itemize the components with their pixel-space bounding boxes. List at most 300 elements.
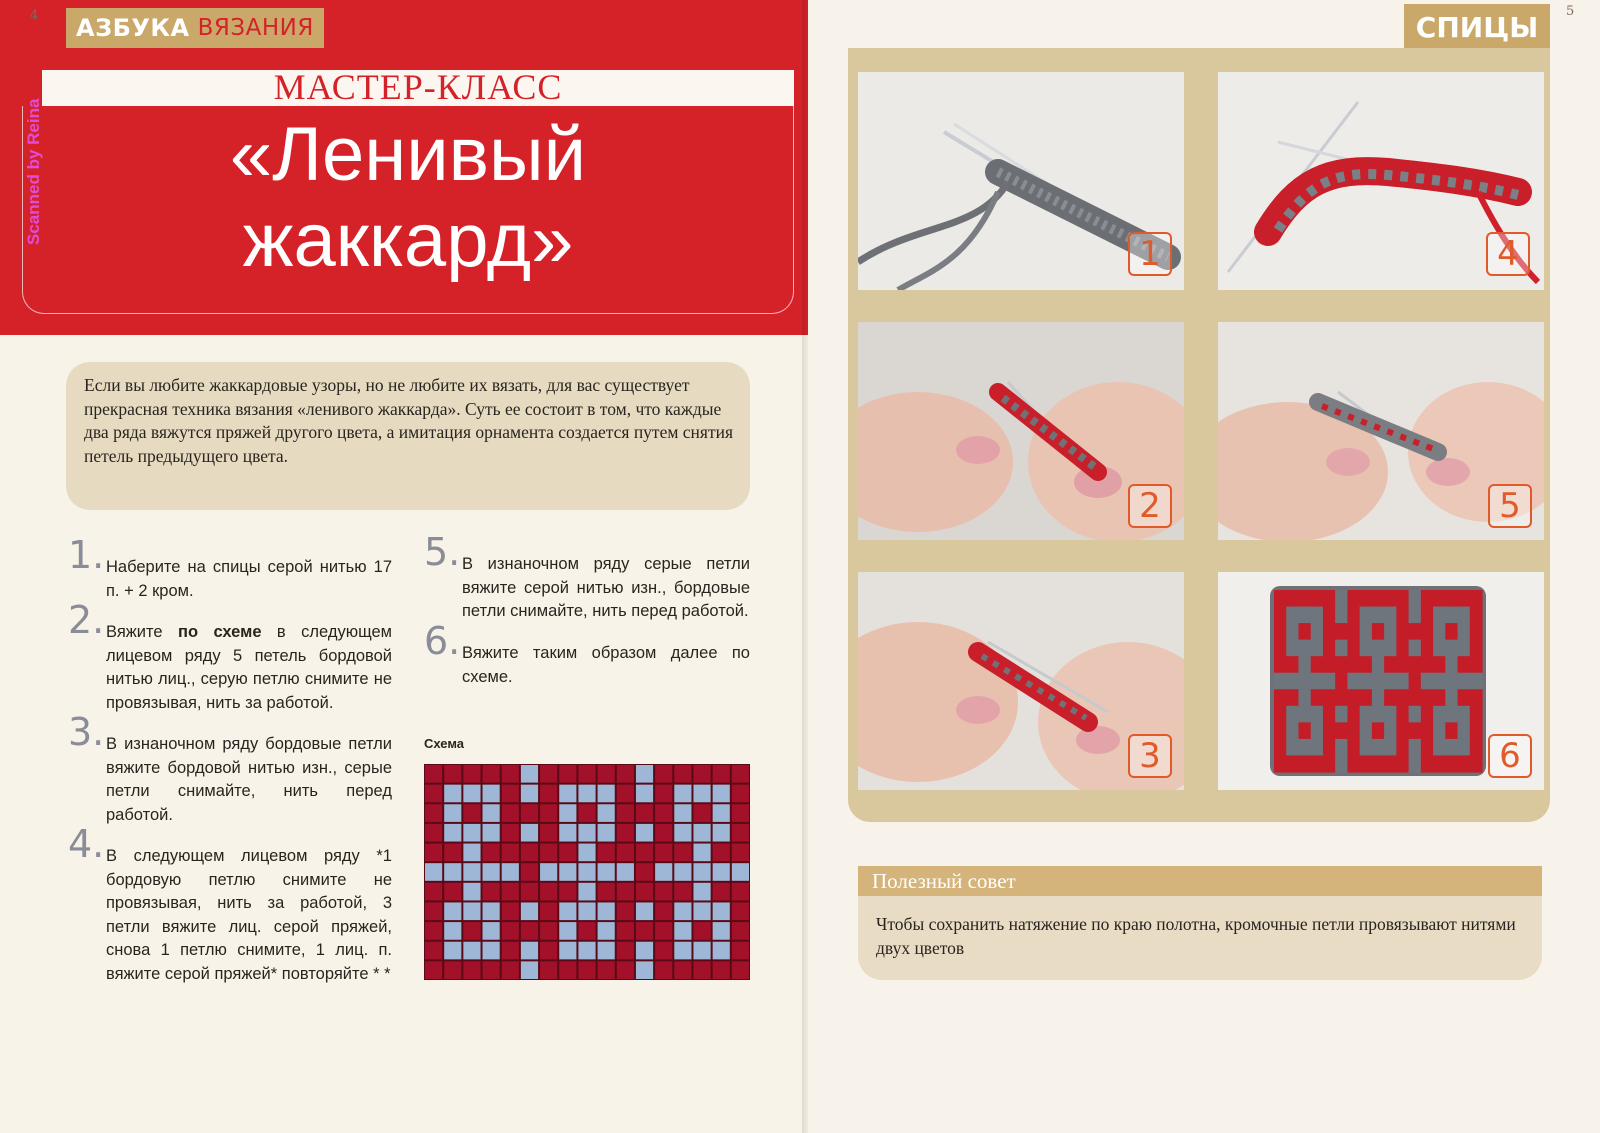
swatch-stitch xyxy=(1286,656,1299,673)
swatch-stitch xyxy=(1347,739,1360,756)
chart-cell xyxy=(559,863,576,881)
swatch-stitch xyxy=(1360,623,1373,640)
swatch-stitch xyxy=(1286,755,1299,772)
chart-cell xyxy=(732,804,749,822)
swatch-stitch xyxy=(1323,689,1336,706)
step-6 xyxy=(424,619,750,689)
swatch-stitch xyxy=(1433,689,1446,706)
chart-cell xyxy=(713,785,730,803)
chart-cell xyxy=(598,844,615,862)
photo-label: 1 xyxy=(1128,232,1172,276)
chart-cell xyxy=(502,863,519,881)
swatch-stitch xyxy=(1311,640,1324,657)
swatch-stitch xyxy=(1286,722,1299,739)
swatch-stitch xyxy=(1470,640,1483,657)
step-5 xyxy=(424,530,750,624)
step-number: 1. xyxy=(68,533,105,577)
chart-cell xyxy=(655,883,672,901)
swatch-stitch xyxy=(1347,590,1360,607)
swatch-stitch xyxy=(1274,623,1287,640)
swatch-stitch xyxy=(1396,590,1409,607)
chart-cell xyxy=(674,942,691,960)
chart-cell xyxy=(693,824,710,842)
chart-cell xyxy=(540,961,557,979)
swatch-stitch xyxy=(1421,623,1434,640)
chart-cell xyxy=(444,883,461,901)
chart-cell xyxy=(617,765,634,783)
swatch-stitch xyxy=(1409,640,1422,657)
swatch-stitch xyxy=(1298,689,1311,706)
swatch-stitch xyxy=(1360,656,1373,673)
swatch-stitch xyxy=(1311,722,1324,739)
swatch-stitch xyxy=(1360,706,1373,723)
tip-title: Полезный совет xyxy=(858,866,1542,896)
chart-cell xyxy=(521,942,538,960)
step-number: 2. xyxy=(68,598,105,642)
swatch-stitch xyxy=(1286,739,1299,756)
swatch-stitch xyxy=(1298,706,1311,723)
chart-cell xyxy=(655,902,672,920)
swatch-stitch xyxy=(1421,755,1434,772)
chart-cell xyxy=(655,765,672,783)
chart-cell xyxy=(578,824,595,842)
chart-cell xyxy=(693,863,710,881)
chart-cell xyxy=(598,785,615,803)
swatch-stitch xyxy=(1311,623,1324,640)
swatch-stitch xyxy=(1323,623,1336,640)
swatch-stitch xyxy=(1347,689,1360,706)
photo-step-4 xyxy=(1218,72,1544,290)
photo-label: 6 xyxy=(1488,734,1532,778)
swatch-stitch xyxy=(1445,673,1458,690)
swatch-stitch xyxy=(1323,755,1336,772)
swatch-stitch xyxy=(1409,656,1422,673)
chart-cell xyxy=(463,883,480,901)
swatch-stitch xyxy=(1311,739,1324,756)
step-3 xyxy=(68,710,392,827)
swatch-stitch xyxy=(1360,607,1373,624)
chart-cell xyxy=(540,785,557,803)
swatch-stitch xyxy=(1458,673,1471,690)
swatch-stitch xyxy=(1274,673,1287,690)
chart-cell xyxy=(502,765,519,783)
photo-step-1 xyxy=(858,72,1184,290)
chart-cell xyxy=(502,961,519,979)
swatch-stitch xyxy=(1409,755,1422,772)
chart-cell xyxy=(483,824,500,842)
swatch-stitch xyxy=(1360,739,1373,756)
chart-cell xyxy=(483,942,500,960)
swatch-stitch xyxy=(1298,722,1311,739)
chart-cell xyxy=(636,863,653,881)
chart-cell xyxy=(559,824,576,842)
swatch-stitch xyxy=(1421,607,1434,624)
chart-cell xyxy=(559,785,576,803)
chart-cell xyxy=(598,863,615,881)
swatch-stitch xyxy=(1274,590,1287,607)
swatch-stitch xyxy=(1274,656,1287,673)
chart-cell xyxy=(732,902,749,920)
chart-cell xyxy=(425,902,442,920)
chart-cell xyxy=(425,824,442,842)
swatch-stitch xyxy=(1274,640,1287,657)
swatch-stitch xyxy=(1347,673,1360,690)
chart-cell xyxy=(540,922,557,940)
swatch-stitch xyxy=(1409,739,1422,756)
chart-cell xyxy=(655,804,672,822)
chart-cell xyxy=(502,824,519,842)
chart-cell xyxy=(521,922,538,940)
swatch-stitch xyxy=(1286,706,1299,723)
chart-cell xyxy=(674,902,691,920)
chart-cell xyxy=(521,765,538,783)
swatch-stitch xyxy=(1421,739,1434,756)
chart-cell xyxy=(693,942,710,960)
chart-cell xyxy=(444,942,461,960)
chart-cell xyxy=(502,844,519,862)
chart-cell xyxy=(540,824,557,842)
chart-cell xyxy=(502,942,519,960)
swatch-stitch xyxy=(1470,623,1483,640)
chart-cell xyxy=(617,804,634,822)
chart-cell xyxy=(502,902,519,920)
swatch-stitch xyxy=(1445,623,1458,640)
chart-cell xyxy=(674,785,691,803)
knitting-chart xyxy=(424,764,750,980)
chart-cell xyxy=(483,902,500,920)
chart-cell xyxy=(617,863,634,881)
intro-box: Если вы любите жаккардовые узоры, но не любите их вязать, для вас существует прекрасная техника вязания «ленивого жаккарда». Суть ее состоит в том, что каждые два ряда вяжутся пряжей другого цвета, а имитация орнамента создается путем снятия петель предыдущего цвета. xyxy=(66,362,750,510)
swatch-stitch xyxy=(1274,722,1287,739)
chart-cell xyxy=(578,765,595,783)
chart-cell xyxy=(521,824,538,842)
chart-cell xyxy=(617,785,634,803)
swatch-stitch xyxy=(1335,739,1348,756)
swatch-stitch xyxy=(1396,689,1409,706)
swatch-stitch xyxy=(1286,673,1299,690)
chart-cell xyxy=(636,883,653,901)
chart-cell xyxy=(502,883,519,901)
swatch-stitch xyxy=(1396,607,1409,624)
swatch-stitch xyxy=(1372,755,1385,772)
swatch-stitch xyxy=(1445,607,1458,624)
chart-cell xyxy=(463,824,480,842)
photo-step-3 xyxy=(858,572,1184,790)
chart-cell xyxy=(578,804,595,822)
chart-cell xyxy=(578,902,595,920)
swatch-stitch xyxy=(1298,590,1311,607)
swatch-stitch xyxy=(1384,739,1397,756)
chart-cell xyxy=(483,765,500,783)
photo-label: 5 xyxy=(1488,484,1532,528)
chart-cell xyxy=(483,804,500,822)
swatch-stitch xyxy=(1421,706,1434,723)
swatch-stitch xyxy=(1311,706,1324,723)
swatch-stitch xyxy=(1384,590,1397,607)
chart-cell xyxy=(444,863,461,881)
step-2 xyxy=(68,598,392,715)
chart-cell xyxy=(636,765,653,783)
photo-step-5 xyxy=(1218,322,1544,540)
chart-cell xyxy=(521,844,538,862)
swatch-stitch xyxy=(1458,607,1471,624)
chart-cell xyxy=(655,961,672,979)
swatch-stitch xyxy=(1372,739,1385,756)
swatch-stitch xyxy=(1433,673,1446,690)
swatch-stitch xyxy=(1298,656,1311,673)
chart-cell xyxy=(463,922,480,940)
swatch-stitch xyxy=(1335,722,1348,739)
swatch-stitch xyxy=(1396,706,1409,723)
chart-cell xyxy=(655,785,672,803)
swatch-stitch xyxy=(1347,607,1360,624)
chart-cell xyxy=(559,902,576,920)
chart-cell xyxy=(674,922,691,940)
chart-cell xyxy=(674,844,691,862)
swatch-stitch xyxy=(1311,755,1324,772)
swatch-stitch xyxy=(1409,673,1422,690)
chart-cell xyxy=(463,942,480,960)
swatch-stitch xyxy=(1384,640,1397,657)
chart-cell xyxy=(636,844,653,862)
chart-cell xyxy=(674,804,691,822)
title-line-1: «Ленивый xyxy=(229,112,587,197)
chart-cell xyxy=(693,883,710,901)
chart-cell xyxy=(444,922,461,940)
swatch-stitch xyxy=(1384,656,1397,673)
chart-cell xyxy=(578,961,595,979)
step-text-bold: по схеме xyxy=(177,623,262,641)
swatch-stitch xyxy=(1384,607,1397,624)
swatch-stitch xyxy=(1274,755,1287,772)
swatch-stitch xyxy=(1384,673,1397,690)
chart-cell xyxy=(444,785,461,803)
chart-cell xyxy=(483,785,500,803)
chart-cell xyxy=(559,883,576,901)
chart-cell xyxy=(693,922,710,940)
section-tab-word1: АЗБУКА xyxy=(76,14,190,42)
chart-cell xyxy=(598,824,615,842)
chart-cell xyxy=(693,902,710,920)
chart-cell xyxy=(540,942,557,960)
swatch-stitch xyxy=(1274,706,1287,723)
chart-cell xyxy=(732,785,749,803)
step-text: Вяжите xyxy=(106,623,178,641)
chart-cell xyxy=(693,785,710,803)
chart-cell xyxy=(444,902,461,920)
swatch-stitch xyxy=(1323,590,1336,607)
swatch-stitch xyxy=(1360,755,1373,772)
chart-cell xyxy=(425,961,442,979)
chart-cell xyxy=(598,765,615,783)
chart-cell xyxy=(521,883,538,901)
chart-cell xyxy=(713,765,730,783)
chart-cell xyxy=(732,765,749,783)
chart-cell xyxy=(425,804,442,822)
chart-cell xyxy=(617,942,634,960)
section-tab-left xyxy=(66,8,324,48)
swatch-stitch xyxy=(1445,722,1458,739)
swatch-stitch xyxy=(1458,722,1471,739)
chart-cell xyxy=(425,863,442,881)
chart-cell xyxy=(598,961,615,979)
swatch-stitch xyxy=(1335,706,1348,723)
step-4 xyxy=(68,822,392,986)
swatch-stitch xyxy=(1384,755,1397,772)
swatch-stitch xyxy=(1323,722,1336,739)
step-number: 4. xyxy=(68,822,105,866)
swatch-stitch xyxy=(1421,640,1434,657)
chart-cell xyxy=(655,863,672,881)
swatch-stitch xyxy=(1458,590,1471,607)
swatch-stitch xyxy=(1372,590,1385,607)
swatch-stitch xyxy=(1347,755,1360,772)
chart-cell xyxy=(598,804,615,822)
chart-cell xyxy=(713,844,730,862)
page-number-left: 4 xyxy=(30,8,39,23)
swatch-stitch xyxy=(1347,722,1360,739)
swatch-stitch xyxy=(1323,656,1336,673)
swatch-stitch xyxy=(1298,623,1311,640)
chart-cell xyxy=(463,863,480,881)
chart-cell xyxy=(713,922,730,940)
swatch-stitch xyxy=(1470,673,1483,690)
chart-cell xyxy=(732,942,749,960)
chart-cell xyxy=(636,804,653,822)
swatch-stitch xyxy=(1445,755,1458,772)
swatch-stitch xyxy=(1311,656,1324,673)
chart-cell xyxy=(463,961,480,979)
chart-cell xyxy=(502,922,519,940)
chart-cell xyxy=(636,824,653,842)
swatch-stitch xyxy=(1323,607,1336,624)
chart-cell xyxy=(713,961,730,979)
swatch-stitch xyxy=(1372,673,1385,690)
chart-cell xyxy=(521,902,538,920)
page-title xyxy=(22,112,794,284)
chart-cell xyxy=(693,765,710,783)
swatch-stitch xyxy=(1360,590,1373,607)
chart-cell xyxy=(559,844,576,862)
chart-cell xyxy=(521,961,538,979)
step-text: В изнаночном ряду бордовые петли вяжите бордовой нитью изн., серые петли снимайте, нить перед работой. xyxy=(106,735,392,824)
swatch-stitch xyxy=(1396,656,1409,673)
chart-cell xyxy=(578,942,595,960)
swatch-stitch xyxy=(1409,722,1422,739)
chart-cell xyxy=(732,863,749,881)
section-tab-right: СПИЦЫ xyxy=(1404,4,1550,50)
swatch-stitch xyxy=(1286,623,1299,640)
step-number: 6. xyxy=(424,619,461,663)
swatch-stitch xyxy=(1421,722,1434,739)
step-1 xyxy=(68,533,392,603)
swatch-stitch xyxy=(1396,755,1409,772)
chart-cell xyxy=(463,804,480,822)
swatch-stitch xyxy=(1360,640,1373,657)
swatch-stitch xyxy=(1433,739,1446,756)
swatch-stitch xyxy=(1421,689,1434,706)
swatch-stitch xyxy=(1274,739,1287,756)
swatch-stitch xyxy=(1347,640,1360,657)
chart-cell xyxy=(674,863,691,881)
chart-cell xyxy=(559,922,576,940)
swatch-stitch xyxy=(1433,640,1446,657)
schema-label: Схема xyxy=(424,736,465,751)
section-tab-word2: ВЯЗАНИЯ xyxy=(197,15,314,41)
swatch-stitch xyxy=(1311,590,1324,607)
swatch-stitch xyxy=(1421,590,1434,607)
chart-cell xyxy=(540,765,557,783)
swatch-stitch xyxy=(1470,607,1483,624)
chart-cell xyxy=(559,804,576,822)
swatch-stitch xyxy=(1470,590,1483,607)
swatch-stitch xyxy=(1421,656,1434,673)
swatch-stitch xyxy=(1384,706,1397,723)
chart-cell xyxy=(636,902,653,920)
chart-cell xyxy=(444,804,461,822)
chart-cell xyxy=(425,765,442,783)
chart-cell xyxy=(425,883,442,901)
chart-cell xyxy=(713,863,730,881)
chart-cell xyxy=(540,844,557,862)
swatch-stitch xyxy=(1335,689,1348,706)
chart-cell xyxy=(732,961,749,979)
swatch-stitch xyxy=(1335,755,1348,772)
chart-cell xyxy=(463,765,480,783)
chart-cell xyxy=(521,785,538,803)
chart-cell xyxy=(693,961,710,979)
swatch-stitch xyxy=(1372,607,1385,624)
swatch-stitch xyxy=(1470,755,1483,772)
swatch-stitch xyxy=(1458,739,1471,756)
title-line-2: жаккард» xyxy=(242,198,574,283)
chart-cell xyxy=(598,922,615,940)
step-text-rest: в следующем лицевом ряду 5 петель бордовой нитью лиц., серую петлю снимите не провязывая, нить за работой. xyxy=(106,623,392,712)
swatch-stitch xyxy=(1396,739,1409,756)
chart-cell xyxy=(559,961,576,979)
tip-text: Чтобы сохранить натяжение по краю полотна, кромочные петли провязывают нитями двух цветов xyxy=(858,896,1542,980)
swatch-stitch xyxy=(1433,656,1446,673)
chart-cell xyxy=(444,844,461,862)
chart-cell xyxy=(463,902,480,920)
swatch-stitch xyxy=(1372,656,1385,673)
chart-cell xyxy=(655,942,672,960)
chart-cell xyxy=(732,922,749,940)
swatch-stitch xyxy=(1360,673,1373,690)
chart-cell xyxy=(521,863,538,881)
swatch-stitch xyxy=(1409,607,1422,624)
swatch-stitch xyxy=(1458,656,1471,673)
chart-cell xyxy=(713,804,730,822)
chart-cell xyxy=(674,824,691,842)
swatch-stitch xyxy=(1347,706,1360,723)
chart-cell xyxy=(540,902,557,920)
swatch-stitch xyxy=(1335,673,1348,690)
chart-cell xyxy=(483,844,500,862)
chart-cell xyxy=(578,844,595,862)
swatch-stitch xyxy=(1396,673,1409,690)
chart-cell xyxy=(693,804,710,822)
swatch-stitch xyxy=(1470,706,1483,723)
swatch-stitch xyxy=(1335,623,1348,640)
chart-cell xyxy=(713,902,730,920)
swatch-stitch xyxy=(1458,640,1471,657)
swatch-stitch xyxy=(1286,689,1299,706)
chart-cell xyxy=(540,883,557,901)
swatch-stitch xyxy=(1360,689,1373,706)
step-text: Вяжите таким образом далее по схеме. xyxy=(462,644,750,686)
swatch-stitch xyxy=(1433,706,1446,723)
